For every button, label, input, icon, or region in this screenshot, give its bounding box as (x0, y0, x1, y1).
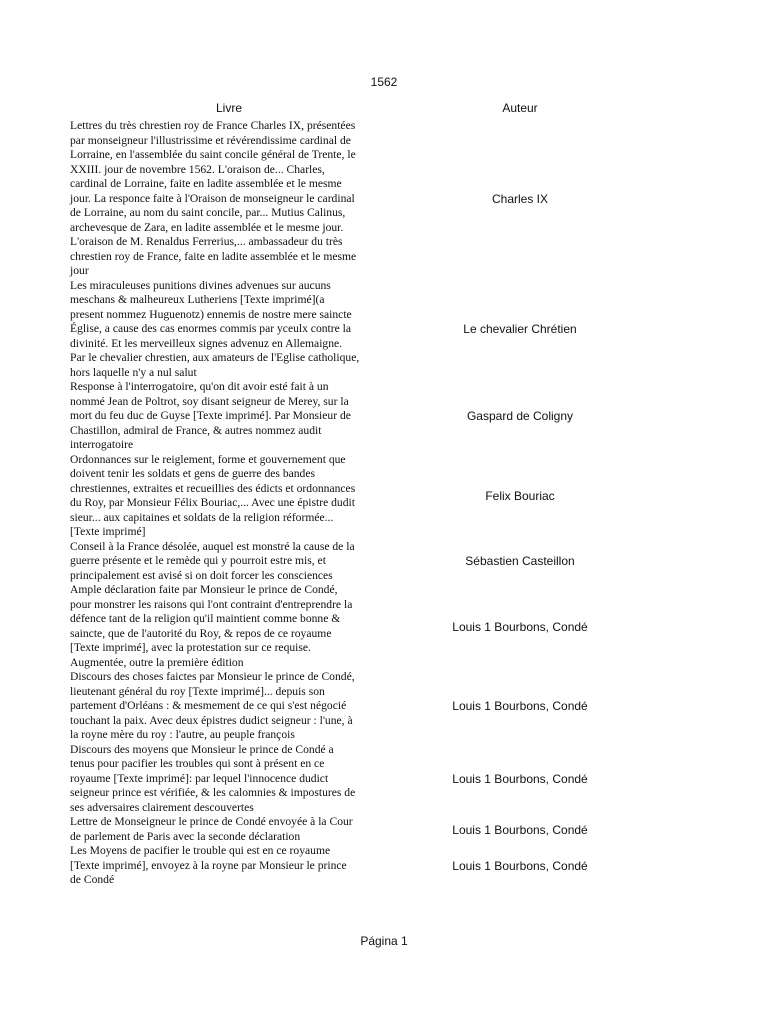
table-row (70, 453, 630, 540)
livre-cell: Conseil à la France désolée, auquel est monstré la cause de la guerre présente et le remède qui y pourroit estre mis, et principalement est avisé si on doit forcer les consciences (70, 539, 355, 582)
livre-cell: Lettre de Monseigneur le prince de Condé envoyée à la Cour de parlement de Paris avec la seconde déclaration (70, 815, 353, 843)
table-row (70, 815, 630, 844)
auteur-cell: Felix Bouriac (485, 489, 555, 503)
auteur-cell: Le chevalier Chrétien (463, 322, 577, 337)
livre-cell: Ample déclaration faite par Monsieur le prince de Condé, pour monstrer les raisons qui l'ont contraint d'entreprendre la défence tant de la religion qu'il maintient comme bonne & saincte, que de l'autorité du Roy, & repos de ce royaume [Texte imprimé], avec la protestation sur ce requise. Augmentée, outre la première édition (70, 583, 353, 669)
livre-cell: Les miraculeuses punitions divines advenues sur aucuns meschans & malheureux Lutheriens [Texte imprimé](a present nommez Huguenotz) ennemis de nostre mere saincte Église, a cause des cas enormes commis par yceulx contre la divinité. Et les merveilleux signes advenuz en Allemaigne. Par le chevalier chrestien, aux amateurs de l'Eglise catholique, hors laquelle n'y a nul salut (70, 278, 360, 379)
table-row (70, 540, 630, 584)
livre-cell: Les Moyens de pacifier le trouble qui est en ce royaume [Texte imprimé], envoyez à la royne par Monsieur le prince de Condé (70, 844, 347, 886)
table-row (70, 670, 630, 743)
auteur-cell: Louis 1 Bourbons, Condé (452, 858, 588, 873)
table-row (70, 583, 630, 670)
column-header-auteur: Auteur (502, 101, 538, 115)
page-year-header: 1562 (370, 75, 398, 89)
table-row (70, 743, 630, 816)
livre-cell: Ordonnances sur le reiglement, forme et gouvernement que doivent tenir les soldats et gens de guerre des bandes chrestiennes, extraites et recueillies des édicts et ordonnances du Roy, par Monsieur Félix Bouriac,... Avec une épistre dudit sieur... aux capitaines et soldats de la religion réformée... [Texte imprimé] (70, 452, 356, 538)
livre-cell: Discours des moyens que Monsieur le prince de Condé a tenus pour pacifier les troubles qui sont à présent en ce royaume [Texte imprimé]: par lequel l'innocence dudict seigneur prince est vérifiée, & les calomnies & impostures de ses adversaires clairement descouvertes (70, 742, 356, 814)
auteur-cell: Louis 1 Bourbons, Condé (452, 619, 588, 634)
auteur-cell: Gaspard de Coligny (466, 409, 574, 424)
table-row (70, 119, 630, 279)
table-row (70, 380, 630, 453)
livre-cell: Lettres du très chrestien roy de France Charles IX, présentées par monseigneur l'illustrissime et révérendissime cardinal de Lorraine, en l'assemblée du saint concile général de Trente, le XXIII. jour de novembre 1562. L'oraison de... Charles, cardinal de Lorraine, faite en ladite assemblée et le mesme jour. La responce faite à l'Oraison de monseigneur le cardinal de Lorraine, au nom du saint concile, par... Mutius Calinus, archevesque de Zara, en ladite assemblée et le mesme jour. L'oraison de M. Renaldus Ferrerius,... ambassadeur du très chrestien roy de France, faite en ladite assemblée et le mesme jour (70, 119, 357, 277)
auteur-cell: Louis 1 Bourbons, Condé (452, 822, 588, 837)
book-table (70, 119, 630, 888)
livre-cell: Discours des choses faictes par Monsieur le prince de Condé, lieutenant général du roy [Texte imprimé]... depuis son partement d'Orléans : & mesmement de ce qui s'est négocié touchant la paix. Avec deux épistres dudict seigneur : l'une, à la royne mère du roy : l'autre, au peuple françois (70, 670, 355, 741)
auteur-cell: Louis 1 Bourbons, Condé (452, 699, 588, 714)
page-number: Página 1 (360, 934, 408, 948)
table-row (70, 844, 630, 888)
column-header-livre: Livre (215, 101, 242, 115)
auteur-cell: Sébastien Casteillon (465, 554, 575, 569)
livre-cell: Response à l'interrogatoire, qu'on dit avoir esté fait à un nommé Jean de Poltrot, soy disant seigneur de Merey, sur la mort du feu duc de Guyse [Texte imprimé]. Par Monsieur de Chastillon, admiral de France, & autres nommez audit interrogatoire (70, 380, 351, 451)
auteur-cell: Charles IX (491, 191, 549, 206)
table-row (70, 279, 630, 381)
auteur-cell: Louis 1 Bourbons, Condé (452, 771, 588, 786)
